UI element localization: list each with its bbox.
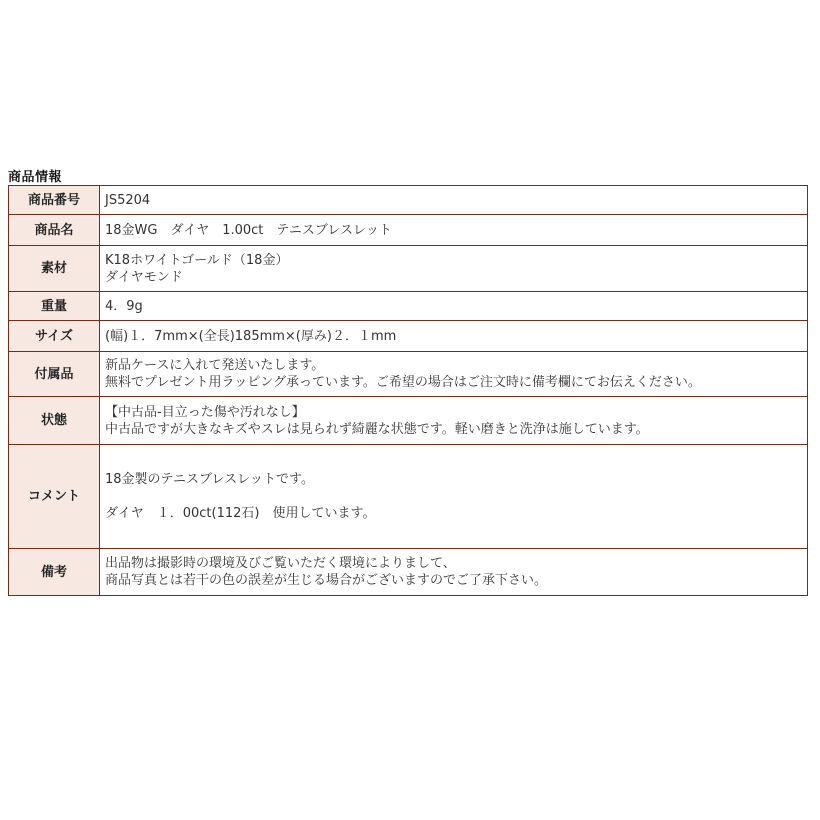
value-product-name xyxy=(100,215,808,246)
label-accessories: 付属品 xyxy=(9,352,100,397)
product-info-table xyxy=(8,185,808,596)
row-condition xyxy=(9,397,808,445)
condition-line-1: 【中古品-目立った傷や汚れなし】 xyxy=(105,404,305,420)
value-weight xyxy=(100,292,808,321)
section-title: 商品情報 xyxy=(8,170,63,185)
material-line-1: K18ホワイトゴールド（18金） xyxy=(105,252,289,268)
row-product-name xyxy=(9,215,808,246)
label-material: 素材 xyxy=(9,246,100,292)
label-size: サイズ xyxy=(9,321,100,352)
row-material xyxy=(9,246,808,292)
value-size xyxy=(100,321,808,352)
notes-line-1: 出品物は撮影時の環境及びご覧いただく環境によりまして、 xyxy=(105,556,456,571)
notes-line-2: 商品写真とは若干の色の誤差が生じる場合がございますのでご了承下さい。 xyxy=(105,573,548,588)
product-number-text: JS5204 xyxy=(105,192,151,208)
value-accessories xyxy=(100,352,808,397)
value-product-number xyxy=(100,186,808,215)
label-product-name: 商品名 xyxy=(9,215,100,246)
condition-line-2: 中古品ですが大きなキズやスレは見られず綺麗な状態です。軽い磨きと洗浄は施しています。 xyxy=(105,421,649,437)
accessories-line-1: 新品ケースに入れて発送いたします。 xyxy=(105,358,325,373)
label-weight: 重量 xyxy=(9,292,100,321)
label-notes: 備考 xyxy=(9,549,100,596)
value-material xyxy=(100,246,808,292)
size-text: (幅)１．7mm×(全長)185mm×(厚み)２．１mm xyxy=(105,328,397,344)
row-comment xyxy=(9,445,808,549)
row-notes xyxy=(9,549,808,596)
row-accessories xyxy=(9,352,808,397)
comment-line-1: 18金製のテニスブレスレットです。 xyxy=(105,472,314,487)
material-line-2: ダイヤモンド xyxy=(105,269,183,285)
row-weight xyxy=(9,292,808,321)
row-size xyxy=(9,321,808,352)
weight-text: 4．9g xyxy=(105,298,143,314)
accessories-line-2: 無料でプレゼント用ラッピング承っています。ご希望の場合はご注文時に備考欄にてお伝えください。 xyxy=(105,375,701,390)
row-product-number xyxy=(9,186,808,215)
label-comment: コメント xyxy=(9,445,100,549)
comment-line-2: ダイヤ １．00ct(112石) 使用しています。 xyxy=(105,506,376,521)
label-condition: 状態 xyxy=(9,397,100,445)
value-notes xyxy=(100,549,808,596)
value-condition xyxy=(100,397,808,445)
comment-spacer xyxy=(105,488,802,505)
product-name-text: 18金WG ダイヤ 1.00ct テニスブレスレット xyxy=(105,222,392,238)
value-comment xyxy=(100,445,808,549)
label-product-number: 商品番号 xyxy=(9,186,100,215)
